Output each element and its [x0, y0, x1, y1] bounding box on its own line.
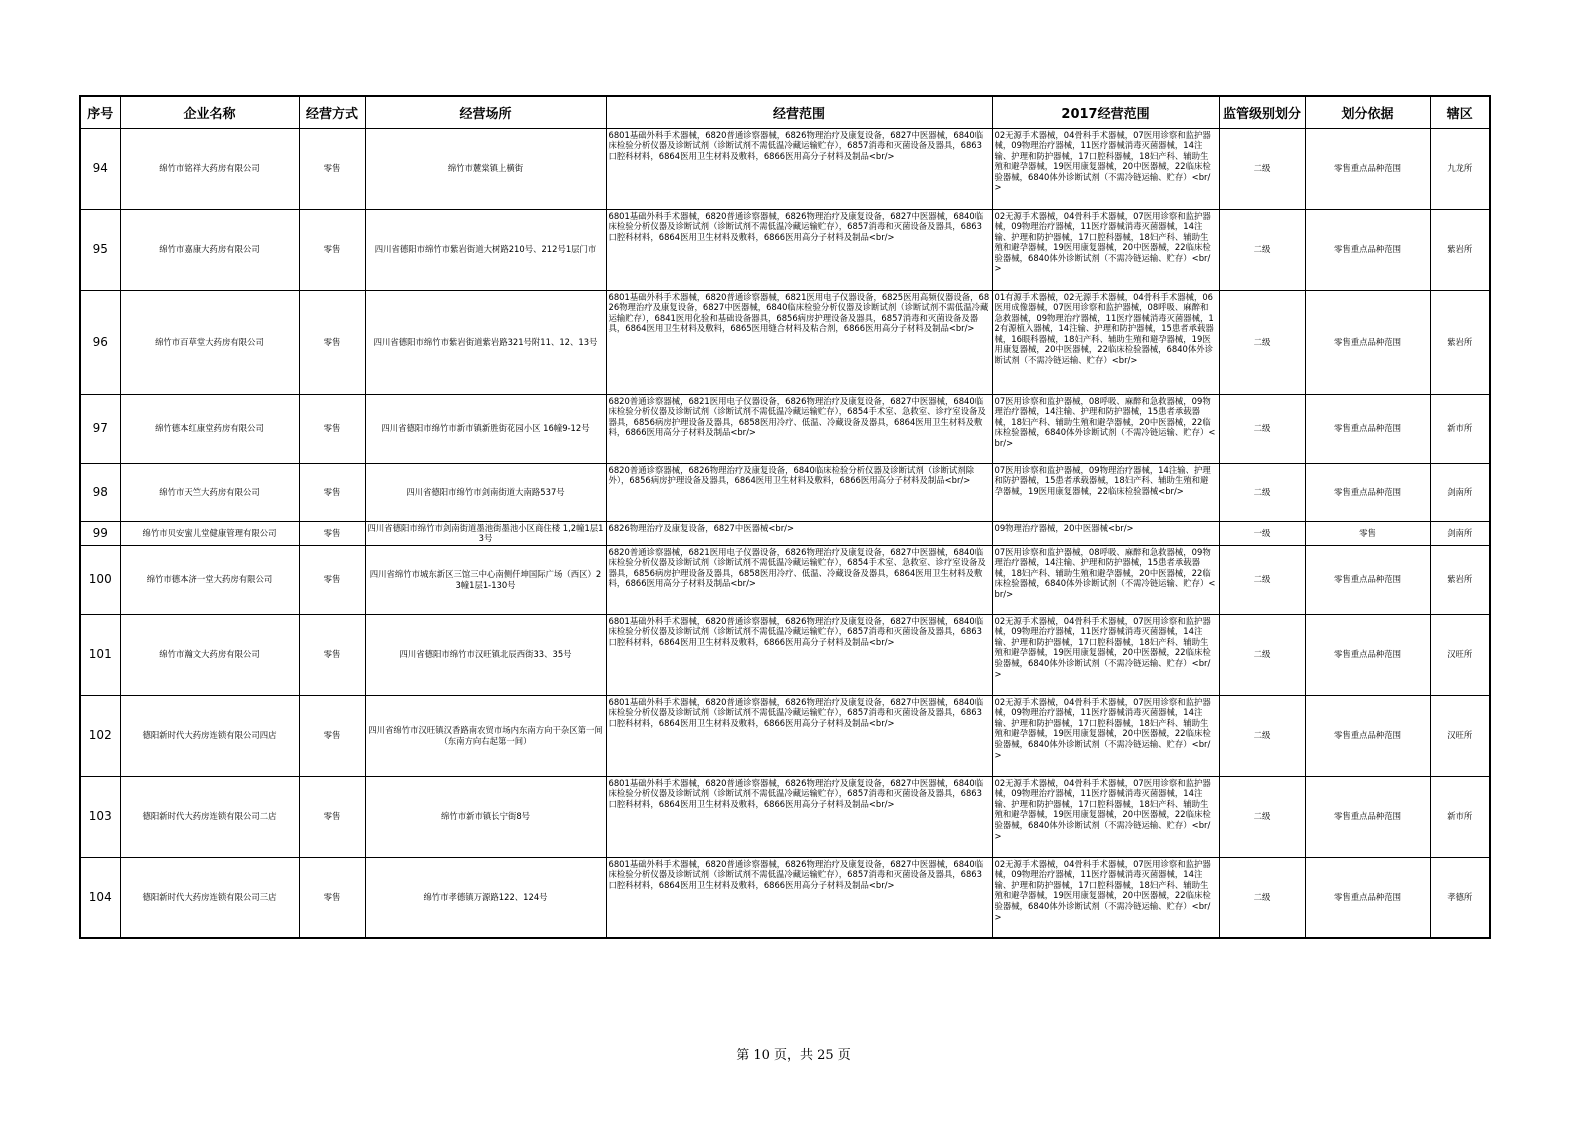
header-classification-basis: 划分依据	[1305, 96, 1430, 128]
cell-scope-2017: 01有源手术器械，02无源手术器械，04骨科手术器械，06医用成像器械，07医用诊察和监护器械，08呼吸、麻醉和急救器械，09物理治疗器械，11医疗器械消毒灭菌器械，12有源植入器械，14注输、护理和防护器械，15患者承载器械，16眼科器械，18妇产科、辅助生殖和避孕器械，19医用康复器械，20中医器械，22临床检验器械，6840体外诊断试剂（不需冷链运输、贮存）<br/>	[992, 290, 1219, 394]
cell-company-name: 绵竹市嘉康大药房有限公司	[120, 209, 299, 290]
cell-scope-2017: 02无源手术器械，04骨科手术器械，07医用诊察和监护器械，09物理治疗器械，11医疗器械消毒灭菌器械，14注输、护理和防护器械，17口腔科器械，18妇产科、辅助生殖和避孕器械，19医用康复器械，20中医器械，22临床检验器械，6840体外诊断试剂（不需冷链运输、贮存）<br/>	[992, 695, 1219, 776]
cell-business-mode: 零售	[299, 209, 365, 290]
cell-classification-basis: 零售重点品种范围	[1305, 209, 1430, 290]
header-supervision-level: 监管级别划分	[1219, 96, 1305, 128]
cell-business-mode: 零售	[299, 128, 365, 209]
cell-classification-basis: 零售重点品种范围	[1305, 128, 1430, 209]
cell-scope-2017: 02无源手术器械，04骨科手术器械，07医用诊察和监护器械，09物理治疗器械，11医疗器械消毒灭菌器械，14注输、护理和防护器械，17口腔科器械，18妇产科、辅助生殖和避孕器械，19医用康复器械，20中医器械，22临床检验器械，6840体外诊断试剂（不需冷链运输、贮存）<br/>	[992, 776, 1219, 857]
cell-scope-2017: 02无源手术器械，04骨科手术器械，07医用诊察和监护器械，09物理治疗器械，11医疗器械消毒灭菌器械，14注输、护理和防护器械，17口腔科器械，18妇产科、辅助生殖和避孕器械，19医用康复器械，20中医器械，22临床检验器械，6840体外诊断试剂（不需冷链运输、贮存）<br/>	[992, 614, 1219, 695]
cell-district: 新市所	[1430, 776, 1490, 857]
cell-business-scope: 6801基础外科手术器械，6820普通诊察器械，6826物理治疗及康复设备，6827中医器械，6840临床检验分析仪器及诊断试剂（诊断试剂不需低温冷藏运输贮存），6857消毒和灭菌设备及器具，6863口腔科材料，6864医用卫生材料及敷料，6866医用高分子材料及制品<br/>	[606, 776, 992, 857]
cell-seq: 95	[80, 209, 120, 290]
header-scope-2017: 2017经营范围	[992, 96, 1219, 128]
cell-company-name: 德阳新时代大药房连锁有限公司二店	[120, 776, 299, 857]
cell-supervision-level: 二级	[1219, 857, 1305, 938]
header-company-name: 企业名称	[120, 96, 299, 128]
cell-business-address: 四川省德阳市绵竹市紫岩街道紫岩路321号附11、12、13号	[365, 290, 606, 394]
table-row	[80, 521, 1490, 545]
cell-district: 紫岩所	[1430, 209, 1490, 290]
cell-district: 汉旺所	[1430, 614, 1490, 695]
cell-seq: 103	[80, 776, 120, 857]
table-row	[80, 545, 1490, 614]
cell-classification-basis: 零售重点品种范围	[1305, 545, 1430, 614]
table-row	[80, 776, 1490, 857]
cell-business-mode: 零售	[299, 463, 365, 521]
cell-business-address: 绵竹市麓棠镇上横街	[365, 128, 606, 209]
cell-seq: 102	[80, 695, 120, 776]
table-row	[80, 463, 1490, 521]
cell-scope-2017: 09物理治疗器械，20中医器械<br/>	[992, 521, 1219, 545]
cell-district: 紫岩所	[1430, 545, 1490, 614]
table-row	[80, 290, 1490, 394]
cell-supervision-level: 二级	[1219, 614, 1305, 695]
cell-business-scope: 6820普通诊察器械，6821医用电子仪器设备，6826物理治疗及康复设备，6827中医器械，6840临床检验分析仪器及诊断试剂（诊断试剂不需低温冷藏运输贮存），6854手术室、急救室、诊疗室设备及器具，6856病房护理设备及器具，6858医用冷疗、低温、冷藏设备及器具，6864医用卫生材料及敷料，6866医用高分子材料及制品<br/>	[606, 545, 992, 614]
cell-classification-basis: 零售重点品种范围	[1305, 857, 1430, 938]
cell-business-mode: 零售	[299, 394, 365, 463]
cell-business-mode: 零售	[299, 857, 365, 938]
cell-company-name: 绵竹德本红康堂药房有限公司	[120, 394, 299, 463]
table-row	[80, 394, 1490, 463]
cell-business-scope: 6801基础外科手术器械，6820普通诊察器械，6826物理治疗及康复设备，6827中医器械，6840临床检验分析仪器及诊断试剂（诊断试剂不需低温冷藏运输贮存），6857消毒和灭菌设备及器具，6863口腔科材料，6864医用卫生材料及敷料，6866医用高分子材料及制品<br/>	[606, 857, 992, 938]
cell-business-mode: 零售	[299, 545, 365, 614]
cell-seq: 98	[80, 463, 120, 521]
cell-business-mode: 零售	[299, 776, 365, 857]
cell-company-name: 德阳新时代大药房连锁有限公司三店	[120, 857, 299, 938]
cell-business-mode: 零售	[299, 614, 365, 695]
cell-district: 剑南所	[1430, 521, 1490, 545]
cell-district: 剑南所	[1430, 463, 1490, 521]
cell-business-mode: 零售	[299, 695, 365, 776]
cell-classification-basis: 零售重点品种范围	[1305, 394, 1430, 463]
table-row	[80, 128, 1490, 209]
header-business-address: 经营场所	[365, 96, 606, 128]
cell-seq: 94	[80, 128, 120, 209]
table-body	[80, 128, 1490, 938]
cell-classification-basis: 零售重点品种范围	[1305, 463, 1430, 521]
cell-supervision-level: 二级	[1219, 290, 1305, 394]
cell-seq: 101	[80, 614, 120, 695]
table-row	[80, 857, 1490, 938]
cell-business-mode: 零售	[299, 521, 365, 545]
header-seq: 序号	[80, 96, 120, 128]
cell-company-name: 绵竹市铭祥大药房有限公司	[120, 128, 299, 209]
cell-business-address: 绵竹市新市镇长宁街8号	[365, 776, 606, 857]
enterprise-table	[79, 95, 1491, 939]
cell-company-name: 绵竹市百草堂大药房有限公司	[120, 290, 299, 394]
cell-scope-2017: 07医用诊察和监护器械，08呼吸、麻醉和急救器械，09物理治疗器械，14注输、护理和防护器械，15患者承载器械，18妇产科、辅助生殖和避孕器械，20中医器械，22临床检验器械，6840体外诊断试剂（不需冷链运输、贮存）<br/>	[992, 394, 1219, 463]
cell-scope-2017: 02无源手术器械，04骨科手术器械，07医用诊察和监护器械，09物理治疗器械，11医疗器械消毒灭菌器械，14注输、护理和防护器械，17口腔科器械，18妇产科、辅助生殖和避孕器械，19医用康复器械，20中医器械，22临床检验器械，6840体外诊断试剂（不需冷链运输、贮存）<br/>	[992, 209, 1219, 290]
cell-business-scope: 6826物理治疗及康复设备，6827中医器械<br/>	[606, 521, 992, 545]
cell-business-address: 四川省绵竹市城东新区三馆三中心南侧仟坤国际广场（西区）23幢1层1-130号	[365, 545, 606, 614]
cell-seq: 99	[80, 521, 120, 545]
table-row	[80, 209, 1490, 290]
cell-classification-basis: 零售重点品种范围	[1305, 776, 1430, 857]
cell-classification-basis: 零售重点品种范围	[1305, 614, 1430, 695]
cell-company-name: 德阳新时代大药房连锁有限公司四店	[120, 695, 299, 776]
cell-seq: 100	[80, 545, 120, 614]
cell-scope-2017: 02无源手术器械，04骨科手术器械，07医用诊察和监护器械，09物理治疗器械，11医疗器械消毒灭菌器械，14注输、护理和防护器械，17口腔科器械，18妇产科、辅助生殖和避孕器械，19医用康复器械，20中医器械，22临床检验器械，6840体外诊断试剂（不需冷链运输、贮存）<br/>	[992, 128, 1219, 209]
cell-district: 孝德所	[1430, 857, 1490, 938]
cell-business-address: 四川省德阳市绵竹市剑南街道大南路537号	[365, 463, 606, 521]
cell-classification-basis: 零售	[1305, 521, 1430, 545]
cell-business-scope: 6801基础外科手术器械，6820普通诊察器械，6826物理治疗及康复设备，6827中医器械，6840临床检验分析仪器及诊断试剂（诊断试剂不需低温冷藏运输贮存），6857消毒和灭菌设备及器具，6863口腔科材料，6864医用卫生材料及敷料，6866医用高分子材料及制品<br/>	[606, 614, 992, 695]
cell-supervision-level: 一级	[1219, 521, 1305, 545]
header-business-mode: 经营方式	[299, 96, 365, 128]
cell-classification-basis: 零售重点品种范围	[1305, 290, 1430, 394]
cell-district: 汉旺所	[1430, 695, 1490, 776]
cell-supervision-level: 二级	[1219, 776, 1305, 857]
cell-supervision-level: 二级	[1219, 128, 1305, 209]
cell-supervision-level: 二级	[1219, 209, 1305, 290]
cell-business-address: 四川省德阳市绵竹市新市镇新胜街花园小区 16幢9-12号	[365, 394, 606, 463]
cell-supervision-level: 二级	[1219, 545, 1305, 614]
cell-business-scope: 6801基础外科手术器械，6820普通诊察器械，6826物理治疗及康复设备，6827中医器械，6840临床检验分析仪器及诊断试剂（诊断试剂不需低温冷藏运输贮存），6857消毒和灭菌设备及器具，6863口腔科材料，6864医用卫生材料及敷料，6866医用高分子材料及制品<br/>	[606, 695, 992, 776]
cell-business-address: 绵竹市孝德镇万源路122、124号	[365, 857, 606, 938]
cell-company-name: 绵竹市瀚文大药房有限公司	[120, 614, 299, 695]
cell-company-name: 绵竹市天竺大药房有限公司	[120, 463, 299, 521]
cell-business-scope: 6801基础外科手术器械，6820普通诊察器械，6826物理治疗及康复设备，6827中医器械，6840临床检验分析仪器及诊断试剂（诊断试剂不需低温冷藏运输贮存），6857消毒和灭菌设备及器具，6863口腔科材料，6864医用卫生材料及敷料，6866医用高分子材料及制品<br/>	[606, 209, 992, 290]
cell-business-scope: 6820普通诊察器械，6826物理治疗及康复设备，6840临床检验分析仪器及诊断试剂（诊断试剂除外），6856病房护理设备及器具，6864医用卫生材料及敷料，6866医用高分子材料及制品<br/>	[606, 463, 992, 521]
page-number: 第 10 页，共 25 页	[736, 1048, 851, 1063]
header-district: 辖区	[1430, 96, 1490, 128]
cell-district: 九龙所	[1430, 128, 1490, 209]
cell-business-address: 四川省德阳市绵竹市紫岩街道大树路210号、212号1层门市	[365, 209, 606, 290]
cell-business-address: 四川省德阳市绵竹市剑南街道墨池街墨池小区商住楼 1,2幢1层13号	[365, 521, 606, 545]
cell-classification-basis: 零售重点品种范围	[1305, 695, 1430, 776]
cell-supervision-level: 二级	[1219, 463, 1305, 521]
table-row	[80, 614, 1490, 695]
table-row	[80, 695, 1490, 776]
cell-company-name: 绵竹市德本济一堂大药房有限公司	[120, 545, 299, 614]
cell-business-mode: 零售	[299, 290, 365, 394]
cell-supervision-level: 二级	[1219, 394, 1305, 463]
cell-business-address: 四川省德阳市绵竹市汉旺镇北辰西街33、35号	[365, 614, 606, 695]
cell-seq: 96	[80, 290, 120, 394]
header-business-scope: 经营范围	[606, 96, 992, 128]
cell-seq: 104	[80, 857, 120, 938]
cell-business-scope: 6801基础外科手术器械，6820普通诊察器械，6821医用电子仪器设备，6825医用高频仪器设备，6826物理治疗及康复设备，6827中医器械，6840临床检验分析仪器及诊断试剂（诊断试剂不需低温冷藏运输贮存），6841医用化验和基础设备器具，6856病房护理设备及器具，6857消毒和灭菌设备及器具，6864医用卫生材料及敷料，6865医用缝合材料及粘合剂，6866医用高分子材料及制品<br/>	[606, 290, 992, 394]
cell-scope-2017: 07医用诊察和监护器械，09物理治疗器械，14注输、护理和防护器械，15患者承载器械，18妇产科、辅助生殖和避孕器械，19医用康复器械，22临床检验器械<br/>	[992, 463, 1219, 521]
cell-scope-2017: 07医用诊察和监护器械，08呼吸、麻醉和急救器械，09物理治疗器械，14注输、护理和防护器械，15患者承载器械，18妇产科、辅助生殖和避孕器械，20中医器械，22临床检验器械，6840体外诊断试剂（不需冷链运输、贮存）<br/>	[992, 545, 1219, 614]
cell-district: 新市所	[1430, 394, 1490, 463]
cell-supervision-level: 二级	[1219, 695, 1305, 776]
cell-district: 紫岩所	[1430, 290, 1490, 394]
cell-scope-2017: 02无源手术器械，04骨科手术器械，07医用诊察和监护器械，09物理治疗器械，11医疗器械消毒灭菌器械，14注输、护理和防护器械，17口腔科器械，18妇产科、辅助生殖和避孕器械，19医用康复器械，20中医器械，22临床检验器械，6840体外诊断试剂（不需冷链运输、贮存）<br/>	[992, 857, 1219, 938]
cell-seq: 97	[80, 394, 120, 463]
cell-business-address: 四川省绵竹市汉旺镇汉香路南农贸市场内东南方向干杂区第一间（东南方向右起第一间）	[365, 695, 606, 776]
cell-business-scope: 6820普通诊察器械，6821医用电子仪器设备，6826物理治疗及康复设备，6827中医器械，6840临床检验分析仪器及诊断试剂（诊断试剂不需低温冷藏运输贮存），6854手术室、急救室、诊疗室设备及器具，6856病房护理设备及器具，6858医用冷疗、低温、冷藏设备及器具，6864医用卫生材料及敷料，6866医用高分子材料及制品<br/>	[606, 394, 992, 463]
header-row	[80, 96, 1490, 128]
cell-business-scope: 6801基础外科手术器械，6820普通诊察器械，6826物理治疗及康复设备，6827中医器械，6840临床检验分析仪器及诊断试剂（诊断试剂不需低温冷藏运输贮存），6857消毒和灭菌设备及器具，6863口腔科材料，6864医用卫生材料及敷料，6866医用高分子材料及制品<br/>	[606, 128, 992, 209]
cell-company-name: 绵竹市贝安蜜儿堂健康管理有限公司	[120, 521, 299, 545]
